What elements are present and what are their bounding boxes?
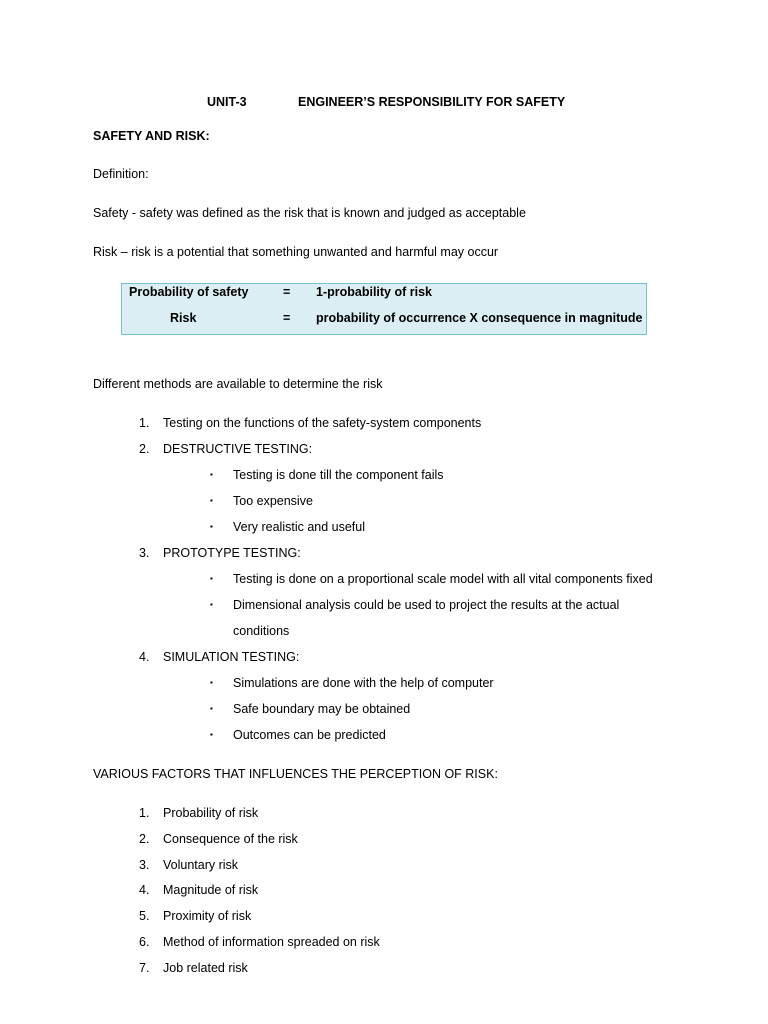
factors-heading: VARIOUS FACTORS THAT INFLUENCES THE PERCEPTION OF RISK:	[93, 767, 498, 781]
formula-left: Risk	[170, 311, 197, 325]
bullet-item: Too expensive	[233, 494, 313, 508]
bullet-icon: ▪	[210, 678, 213, 687]
bullet-item: Very realistic and useful	[233, 520, 366, 534]
method-item: PROTOTYPE TESTING:	[163, 546, 301, 560]
bullet-item: Testing is done on a proportional scale model with all vital components fixed	[233, 572, 653, 586]
factor-item: Voluntary risk	[163, 858, 239, 872]
formula-equals: =	[283, 285, 291, 299]
list-number: 4.	[139, 883, 150, 897]
list-number: 3.	[139, 858, 150, 872]
factor-item: Consequence of the risk	[163, 832, 298, 846]
formula-right: 1-probability of risk	[316, 285, 432, 299]
factor-item: Magnitude of risk	[163, 883, 259, 897]
list-number: 1.	[139, 416, 150, 430]
page-title: ENGINEER’S RESPONSIBILITY FOR SAFETY	[298, 95, 566, 109]
list-number: 2.	[139, 442, 150, 456]
bullet-item-continued: conditions	[233, 624, 290, 638]
list-number: 2.	[139, 832, 150, 846]
factor-item: Probability of risk	[163, 806, 259, 820]
formula-left: Probability of safety	[129, 285, 249, 299]
list-number: 1.	[139, 806, 150, 820]
list-number: 5.	[139, 909, 150, 923]
bullet-item: Testing is done till the component fails	[233, 468, 444, 482]
list-number: 4.	[139, 650, 150, 664]
factor-item: Method of information spreaded on risk	[163, 935, 380, 949]
factor-item: Job related risk	[163, 961, 248, 975]
bullet-icon: ▪	[210, 470, 213, 479]
safety-definition: Safety - safety was defined as the risk that is known and judged as acceptable	[93, 206, 526, 220]
unit-label: UNIT-3	[207, 95, 247, 109]
method-item: SIMULATION TESTING:	[163, 650, 300, 664]
bullet-icon: ▪	[210, 574, 213, 583]
factor-item: Proximity of risk	[163, 909, 252, 923]
bullet-icon: ▪	[210, 496, 213, 505]
section-heading-safety-risk: SAFETY AND RISK:	[93, 129, 210, 143]
method-item: Testing on the functions of the safety-system components	[163, 416, 482, 430]
bullet-icon: ▪	[210, 704, 213, 713]
methods-intro: Different methods are available to determine the risk	[93, 377, 383, 391]
bullet-icon: ▪	[210, 522, 213, 531]
bullet-icon: ▪	[210, 600, 213, 609]
list-number: 6.	[139, 935, 150, 949]
risk-definition: Risk – risk is a potential that something unwanted and harmful may occur	[93, 245, 499, 259]
formula-equals: =	[283, 311, 291, 325]
bullet-icon: ▪	[210, 730, 213, 739]
bullet-item: Simulations are done with the help of computer	[233, 676, 494, 690]
list-number: 7.	[139, 961, 150, 975]
list-number: 3.	[139, 546, 150, 560]
bullet-item: Outcomes can be predicted	[233, 728, 386, 742]
bullet-item: Safe boundary may be obtained	[233, 702, 411, 716]
method-item: DESTRUCTIVE TESTING:	[163, 442, 313, 456]
definition-label: Definition:	[93, 167, 149, 181]
formula-right: probability of occurrence X consequence in magnitude	[316, 311, 643, 325]
bullet-item: Dimensional analysis could be used to project the results at the actual	[233, 598, 620, 612]
